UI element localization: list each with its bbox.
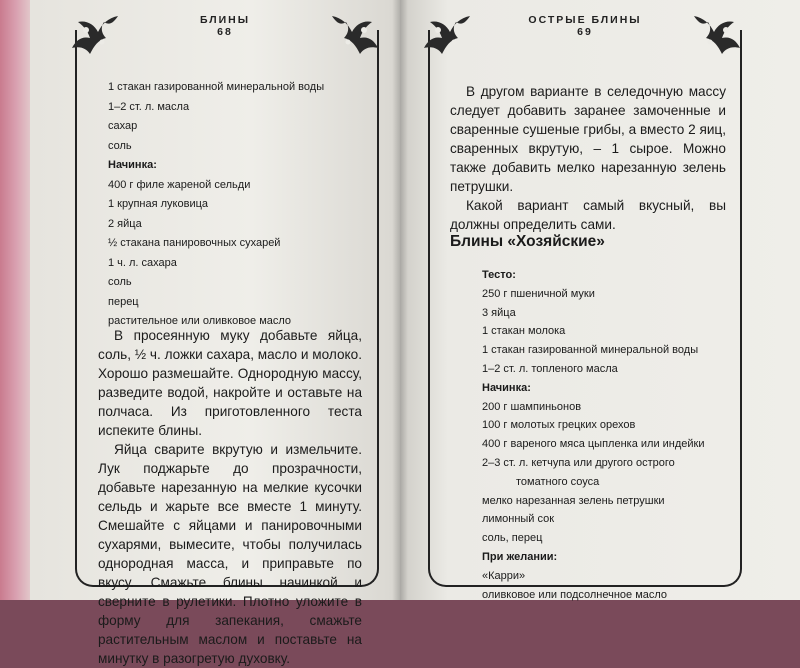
left-page-number: 68	[217, 26, 233, 38]
ingredient-line: 400 г вареного мяса цыпленка или индейки	[482, 438, 705, 451]
ingredient-line: соль, перец	[482, 532, 543, 545]
ingredient-line: 1–2 ст. л. топленого масла	[482, 362, 618, 375]
ingredient-line: «Карри»	[482, 569, 526, 582]
ingredient-line: соль	[108, 139, 132, 152]
floral-ornament-icon	[328, 12, 382, 60]
ingredient-line: мелко нарезанная зелень петрушки	[482, 494, 665, 507]
ingredient-line: 3 яйца	[482, 306, 516, 319]
ingredient-line: 1 стакан газированной минеральной воды	[482, 344, 699, 357]
ingredient-line: 100 г молотых грецких орехов	[482, 419, 636, 432]
paragraph: Яйца сварите вкрутую и измельчите. Лук поджарьте до прозрачности, добавьте нарезанную на мелкие кусочки сельдь и жарьте все вместе 1 минуту. Смешайте с яйцами и панировочными сухарями, вымесите, чтобы получилась однородная масса, и приправьте по вкусу. Смажьте блины начинкой и сверните в рулетики. Плотно уложите в форму для запекания, смажьте растительным маслом и поставьте на минутку в разогретую духовку.	[98, 442, 362, 666]
right-running-header	[490, 14, 680, 38]
left-ingredient-list	[108, 78, 368, 332]
ingredient-line: 400 г филе жареной сельди	[108, 178, 251, 191]
ingredient-section-heading: Начинка:	[482, 381, 531, 394]
ingredient-section-heading: Начинка:	[108, 159, 157, 171]
ingredient-section-heading: При желании:	[482, 550, 558, 563]
ingredient-line: сахар	[108, 120, 138, 132]
ingredient-line: 1 стакан молока	[482, 325, 566, 338]
floral-ornament-icon	[420, 12, 474, 60]
right-intro-text	[450, 82, 726, 234]
ingredient-line: растительное или оливковое масло	[108, 315, 292, 327]
ingredient-section-heading: Тесто:	[482, 269, 516, 281]
recipe-title: Блины «Хозяйские»	[450, 233, 605, 250]
right-page-number: 69	[577, 26, 593, 38]
ingredient-line: соль	[108, 276, 132, 288]
ingredient-line: 2–3 ст. л. кетчупа или другого острого	[482, 456, 675, 469]
ingredient-line: томатного соуса	[516, 475, 600, 488]
paragraph: В другом варианте в селедочную массу следует добавить заранее замоченные и сваренные сушеные грибы, а вместо 2 яиц, сваренных вкрутую, – 1 сырое. Можно также добавить мелко нарезанную зелень петрушки.	[450, 84, 726, 194]
floral-ornament-icon	[690, 12, 744, 60]
ingredient-line: ½ стакана панировочных сухарей	[108, 237, 281, 249]
left-header-title: БЛИНЫ	[199, 14, 251, 26]
paragraph: В просеянную муку добавьте яйца, соль, ½ ч. ложки сахара, масло и молоко. Хорошо размешайте. Однородную массу, разведите водой, накройте и оставьте на полчаса. Из приготовленного теста испеките блины.	[98, 328, 362, 438]
ingredient-line: 1–2 ст. л. масла	[108, 100, 190, 113]
ingredient-line: 2 яйца	[108, 217, 142, 230]
ingredient-line: 250 г пшеничной муки	[482, 287, 595, 300]
left-instructions	[98, 326, 362, 668]
ingredient-line: перец	[108, 295, 139, 308]
ingredient-line: 1 стакан газированной минеральной воды	[108, 81, 325, 93]
ingredient-line: 1 крупная луковица	[108, 198, 209, 210]
right-header-title: ОСТРЫЕ БЛИНЫ	[528, 14, 642, 26]
paragraph: Какой вариант самый вкусный, вы должны определить сами.	[450, 198, 726, 232]
left-running-header	[130, 14, 320, 38]
floral-ornament-icon	[68, 12, 122, 60]
ingredient-line: 1 ч. л. сахара	[108, 256, 177, 269]
book-gutter	[392, 0, 408, 600]
ingredient-line: лимонный сок	[482, 513, 555, 526]
ingredient-line: 200 г шампиньонов	[482, 400, 582, 413]
ingredient-line: оливковое или подсолнечное масло	[482, 588, 668, 601]
right-ingredient-list	[482, 266, 732, 604]
